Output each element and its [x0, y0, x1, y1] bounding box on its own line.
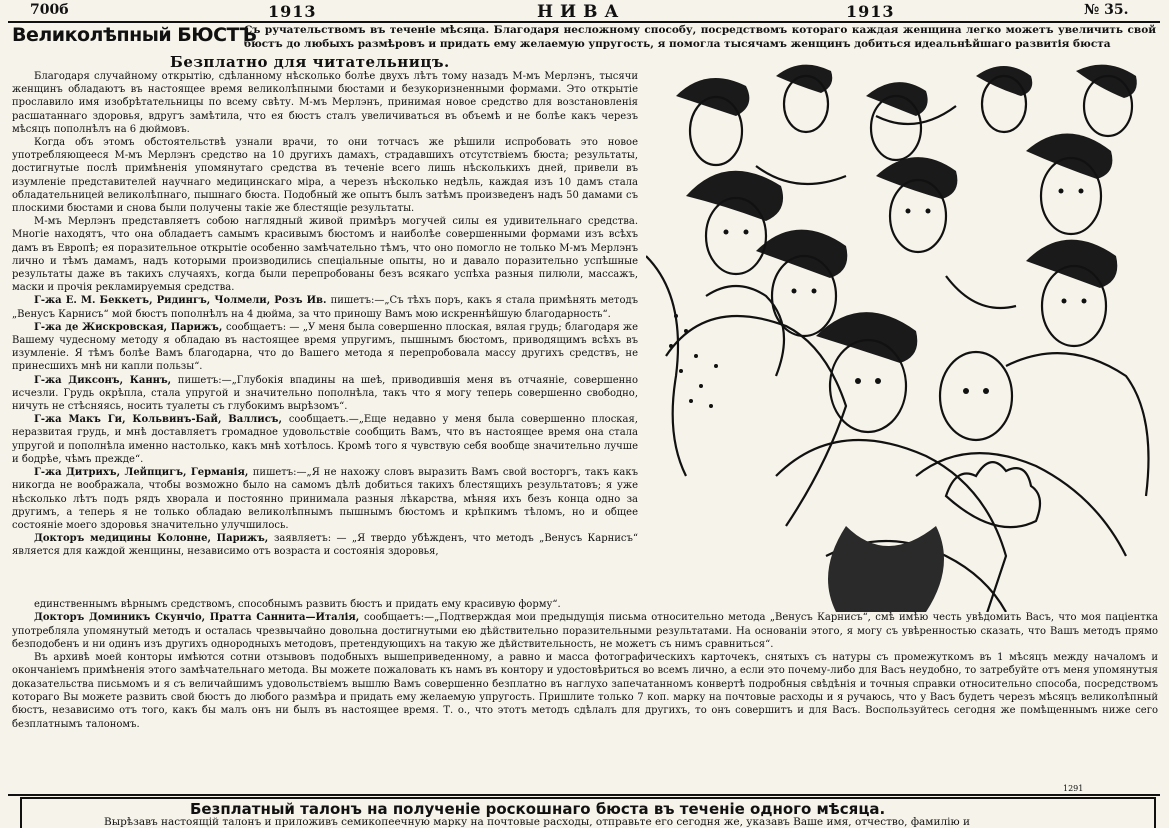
paragraph-text: пишетъ:—„Съ тѣхъ поръ, какъ я стала примѣнять методъ „Венусъ Карнисъ“ мой бюстъ пополнѣлъ на 4 дюйма, за что приношу Вамъ мою искреннѣйшую благодарность“.	[12, 295, 638, 320]
testimonial-author: Докторъ Доминикъ Скунчіо, Пратта Саннита—Италія,	[34, 612, 364, 624]
paragraph-text: сообщаетъ.—„Еще недавно у меня была совершенно плоская, неразвитая грудь, и мнѣ доставляетъ громадное удовольствіе сообщить Вамъ, что въ настоящее время она стала упругой и пополнѣла именно настолько, какъ мнѣ хотѣлось. Кромѣ того я чувствую себя вообще значительно лучше и бодрѣе, чѣмъ прежде“.	[12, 414, 638, 465]
magazine-title: НИВА	[537, 2, 626, 22]
testimonial-author: Г-жа де Жискровская, Парижъ,	[34, 321, 226, 333]
paragraph-text: сообщаетъ:—„Подтверждая мои предыдущія письма относительно метода „Венусъ Карнисъ“, смѣ имѣю честь увѣдомить Васъ, что моя паціентка употребляла упомянутый методъ и осталась чрезвычайно довольна достигнутыми ею дѣйствительно поразительными результатами. На основаніи этого, я могу съ увѣренностью сказать, что Вашъ методъ прямо безподобенъ и ни одинъ изъ другихъ однородныхъ методовъ, претендующихъ на такую же дѣйствительность, не можетъ съ нимъ сравниться“.	[12, 612, 1158, 650]
paragraph-text: сообщаетъ: — „У меня была совершенно плоская, вялая грудь; благодаря же Вашему чудесному методу я обладаю въ настоящее время упругимъ, пышнымъ бюстомъ, приводящимъ всѣхъ въ изумленіе. Я тѣмъ болѣе Вамъ благодарна, что до Вашего метода я перепробовала массу другихъ средствъ, не принесшихъ мнѣ ни капли пользы“.	[12, 321, 638, 373]
ad-subtitle: Безплатно для читательницъ.	[170, 53, 450, 71]
page-header	[0, 2, 1169, 22]
testimonial-author: Г-жа Е. М. Беккетъ, Ридингъ, Чолмели, Розъ Ив.	[34, 295, 331, 307]
paragraph-text: Когда объ этомъ обстоятельствѣ узнали врачи, то они тотчасъ же рѣшили испробовать это новое употребляющееся М-мъ Мерлэнъ средство на 10 другихъ дамахъ, страдавшихъ отсутствіемъ бюста; результаты, достигнутые послѣ примѣненія упомянутаго средства въ теченіе всего лишь нѣсколькихъ дней, привели въ изумленіе представителей научнаго медицинскаго міра, а черезъ нѣсколько недѣль, каждая изъ 10 дамъ стала обладательницей великолѣпнаго, пышнаго бюста. Подобный же опытъ былъ затѣмъ произведенъ надъ 50 дамами съ плоскими бюстами и снова были получены такіе же блестящіе результаты.	[12, 137, 638, 215]
ad-intro: Съ ручательствомъ въ теченіе мѣсяца. Благодаря несложному способу, посредствомъ котораго каждая женщина легко можетъ увеличить свой бюстъ до любыхъ размѣровъ и придать ему желаемую упругость, я помогла тысячамъ женщинъ добиться идеальнѣйшаго развитія бюста	[244, 24, 1156, 50]
testimonial-author: Г-жа Макъ Ги, Кольвинъ-Бай, Валлисъ,	[34, 414, 289, 426]
paragraph	[12, 651, 1158, 731]
small-number: 1291	[1063, 784, 1084, 793]
year-right: 1913	[846, 2, 895, 21]
paragraph	[12, 321, 638, 374]
paragraph	[12, 611, 1158, 651]
paragraph-text: Благодаря случайному открытію, сдѣланному нѣсколько болѣе двухъ лѣтъ тому назадъ М-мъ Мерлэнъ, тысячи женщинъ обладаютъ въ настоящее время великолѣпными бюстами и безукоризненными формами. Это открытіе прославило имя изобрѣтательницы по всему свѣту. М-мъ Мерлэнъ, принимая новое средство для возстановленія расшатаннаго здоровья, вдругъ замѣтила, что ея бюстъ сталъ увеличиваться въ объемѣ и не болѣе какъ черезъ мѣсяцъ пополнѣлъ на 6 дюймовъ.	[12, 71, 638, 135]
paragraph-text: М-мъ Мерлэнъ представляетъ собою наглядный живой примѣръ могучей силы ея удивительнаго средства. Многіе находятъ, что она обладаетъ самымъ красивымъ бюстомъ и наиболѣе совершенными формами изъ всѣхъ дамъ въ Европѣ; ея поразительное открытіе особенно замѣчательно тѣмъ, что оно помогло не только М-мъ Мерлэнъ лично и тѣмъ дамамъ, надъ которыми производились спеціальные опыты, но и давало поразительно успѣшные результаты даже въ такихъ случаяхъ, когда были перепробованы безъ всякаго успѣха разныя пилюли, массажъ, маски и прочія рекламируемыя средства.	[12, 216, 638, 294]
paragraph-text: Въ архивѣ моей конторы имѣются сотни отзывовъ подобныхъ вышеприведенному, а равно и масса фотографическихъ карточекъ, снятыхъ съ натуры съ промежуткомъ въ 1 мѣсяцъ между началомъ и окончаніемъ примѣненія этого замѣчательнаго метода. Вы можете пожаловать къ намъ въ контору и удостовѣриться во всемъ лично, а если это почему-либо для Васъ неудобно, то затребуйте отъ меня упомянутыя доказательства письмомъ и я съ величайшимъ удовольствіемъ вышлю Вамъ совершенно безплатно въ наглухо запечатанномъ конвертѣ подробныя свѣдѣнія и точныя справки относительно способа, посредствомъ котораго Вы можете развить свой бюстъ до любого размѣра и придать ему желаемую упругость. Пришлите только 7 коп. марку на почтовые расходы и я ручаюсь, что у Васъ будетъ черезъ мѣсяцъ великолѣпный бюстъ, независимо отъ того, какъ бы малъ онъ ни былъ въ настоящее время. Т. о., что этотъ методъ сдѣлалъ для другихъ, то онъ совершитъ и для Васъ. Воспользуйтесь сегодня же помѣщеннымъ ниже сего безплатнымъ талономъ.	[12, 652, 1158, 730]
paragraph-text: единственнымъ вѣрнымъ средствомъ, способнымъ развить бюстъ и придать ему красивую форму“.	[34, 599, 561, 610]
issue-number: № 35.	[1084, 2, 1129, 18]
paragraph	[12, 532, 638, 558]
paragraph	[12, 598, 1158, 611]
paragraph	[12, 70, 638, 136]
full-width-text	[12, 598, 1158, 731]
engraving-illustration	[646, 56, 1158, 612]
paragraph-text: заявляетъ: — „Я твердо убѣжденъ, что методъ „Венусъ Карнисъ“ является для каждой женщины, независимо отъ возраста и состоянія здоровья,	[12, 533, 639, 558]
paragraph	[12, 215, 638, 294]
page-number: 700б	[30, 2, 69, 18]
paragraph	[12, 374, 638, 414]
paragraph	[12, 413, 638, 466]
ad-title: Великолѣпный БЮСТЪ	[12, 24, 257, 46]
testimonial-author: Г-жа Диксонъ, Каннъ,	[34, 374, 178, 386]
testimonial-author: Г-жа Дитрихъ, Лейпцигъ, Германія,	[34, 467, 253, 479]
testimonial-author: Докторъ медицины Колонне, Парижъ,	[34, 533, 274, 545]
paragraph	[12, 294, 638, 320]
paragraph-text: пишетъ:—„Я не нахожу словъ выразить Вамъ свой восторгъ, такъ какъ никогда не воображала, чтобы возможно было на самомъ дѣлѣ добиться такихъ блестящихъ результатовъ; я уже нѣсколько лѣтъ подъ рядъ хворала и постоянно принимала разныя лѣкарства, мѣняя ихъ безъ конца одно за другимъ, а теперь я не только обладаю великолѣпнымъ пышнымъ бюстомъ и крѣпкимъ тѣломъ, но и общее состояніе моего здоровья значительно улучшилось.	[12, 467, 638, 531]
coupon-title: Безплатный талонъ на полученіе роскошнаго бюста въ теченіе одного мѣсяца.	[190, 800, 886, 818]
year-left: 1913	[268, 2, 317, 21]
left-column-text	[12, 70, 638, 559]
paragraph	[12, 136, 638, 215]
coupon-rule	[8, 794, 1160, 796]
paragraph-text: пишетъ:—„Глубокія впадины на шеѣ, приводившія меня въ отчаяніе, совершенно исчезли. Грудь окрѣпла, стала упругой и значительно пополнѣла, такъ что я могу теперь совершенно свободно, ничуть не стѣсняясь, носить туалеты съ глубокимъ вырѣзомъ“.	[12, 374, 638, 413]
paragraph	[12, 466, 638, 532]
coupon-text: Вырѣзавъ настоящій талонъ и приложивъ семикопеечную марку на почтовые расходы, отправьте его сегодня же, указавъ Ваше имя, отчество, фамилію и	[104, 816, 970, 828]
